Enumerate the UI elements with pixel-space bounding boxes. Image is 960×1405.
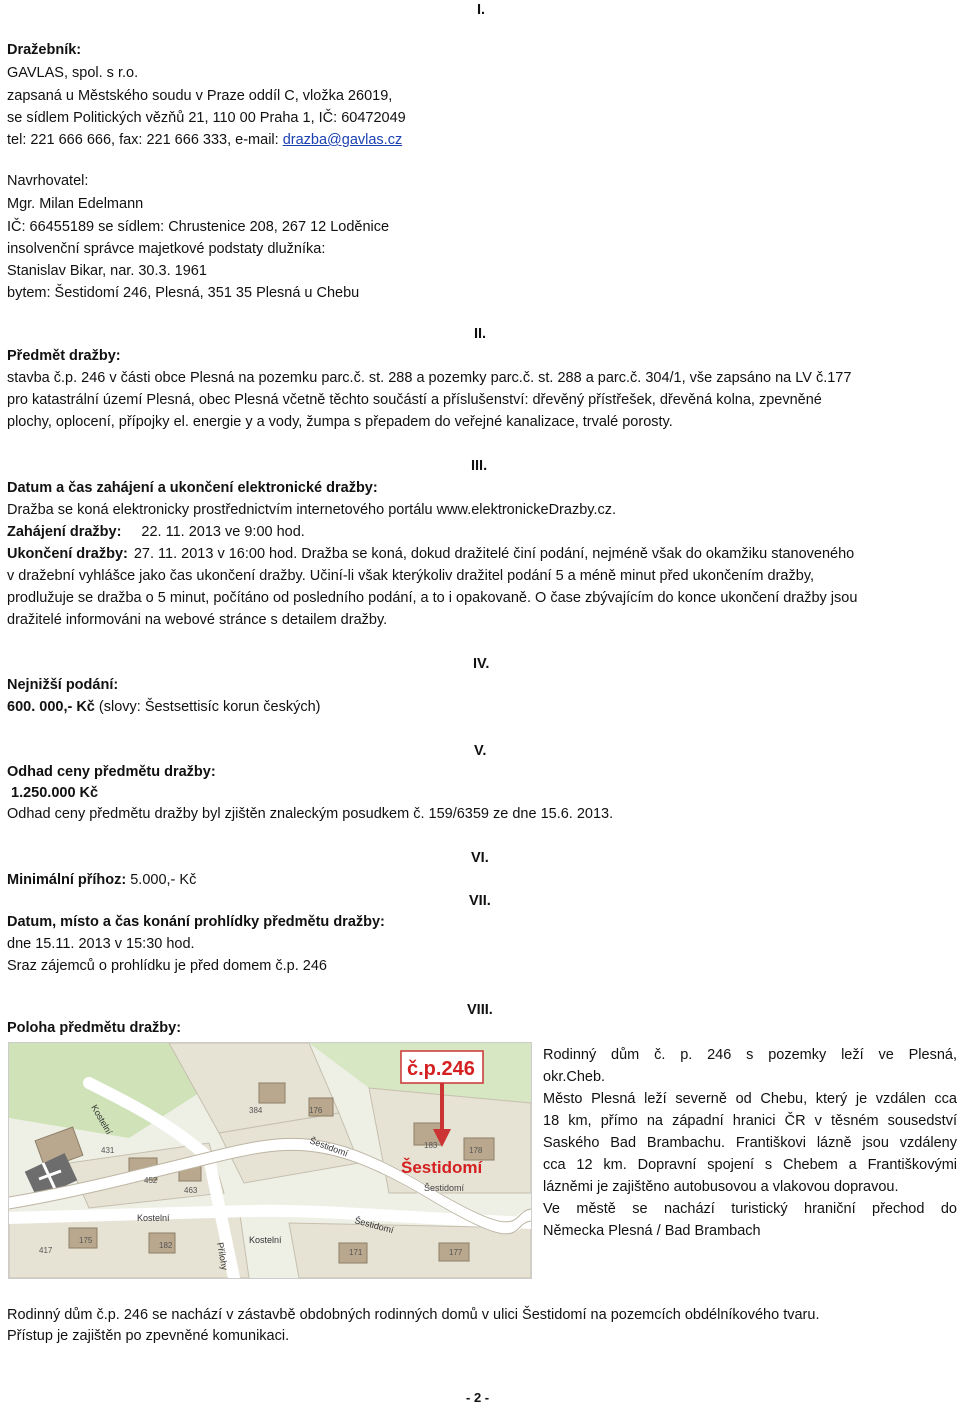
- subject-heading: Předmět dražby:: [7, 348, 121, 364]
- map-street-label-3: Kostelní: [249, 1235, 282, 1245]
- map-parcel-2: 452: [144, 1176, 158, 1185]
- map-sestidomi-big: Šestidomí: [401, 1158, 483, 1177]
- inspection-meeting-point: Sraz zájemců o prohlídku je před domem č.p. 246: [7, 958, 327, 974]
- auctioneer-registration: zapsaná u Městského soudu v Praze oddíl C, vložka 26019,: [7, 88, 393, 104]
- location-line-1: Rodinný dům č. p. 246 s pozemky leží ve Plesná,: [543, 1047, 957, 1063]
- auction-start: [7, 524, 305, 540]
- auction-end-label: Ukončení dražby:: [7, 546, 128, 562]
- section-number-vi: VI.: [471, 850, 489, 866]
- auctioneer-name: GAVLAS, spol. s r.o.: [7, 65, 139, 81]
- map-cp-label: č.p.246: [407, 1058, 475, 1080]
- location-summary-line-2: Přístup je zajištěn po zpevněné komunikaci.: [7, 1328, 290, 1344]
- map-street-label-4: Šestidomí: [308, 1135, 350, 1159]
- map-street-label-2: Kostelní: [137, 1213, 170, 1223]
- subject-line-2: pro katastrální území Plesná, obec Plesná včetně těchto součástí a příslušenství: dřevěný přístřešek, dřevěná kolna, zpevněné: [7, 392, 822, 408]
- auction-end-value: 27. 11. 2013 v 16:00 hod.: [133, 546, 298, 562]
- location-line-4: 18 km, přímo na západní hranici ČR v těsném sousedství: [543, 1113, 957, 1129]
- auction-rule-line-4: dražitelé informováni na webové stránce s detailem dražby.: [7, 612, 388, 628]
- proposer-name: Mgr. Milan Edelmann: [7, 196, 144, 212]
- location-line-8: Ve městě se nachází turistický hraniční přechod do: [543, 1201, 957, 1217]
- map-street-label-1: Kostelní: [89, 1103, 115, 1137]
- minimum-bid: [7, 699, 321, 715]
- auction-rule-line-3: prodlužuje se dražba o 5 minut, počítáno od posledního podání, a to i opakovaně. O čase zbývajícím do konce ukončení dražby jsou: [7, 590, 858, 606]
- section-number-vii: VII.: [469, 893, 491, 909]
- map-parcel-5: 384: [249, 1106, 263, 1115]
- inspection-heading: Datum, místo a čas konání prohlídky předmětu dražby:: [7, 914, 385, 930]
- location-map: [8, 1042, 532, 1279]
- email-link[interactable]: drazba@gavlas.cz: [282, 132, 403, 148]
- debtor-address: bytem: Šestidomí 246, Plesná, 351 35 Plesná u Chebu: [7, 285, 360, 301]
- proposer-heading: Navrhovatel:: [7, 173, 89, 189]
- location-line-6: cca 12 km. Dopravní spojení s Chebem a Františkovými: [543, 1157, 957, 1173]
- valuation-note: Odhad ceny předmětu dražby byl zjištěn znaleckým posudkem č. 159/6359 ze dne 15.6. 2013.: [7, 806, 614, 822]
- map-parcel-11: 171: [349, 1248, 363, 1257]
- map-parcel-8: 176: [309, 1106, 323, 1115]
- map-parcel-7: 178: [469, 1146, 483, 1155]
- section-number-i: I.: [477, 2, 486, 18]
- subject-line-1: stavba č.p. 246 v části obce Plesná na pozemku parc.č. st. 288 a pozemky parc.č. st. 288 a parc.č. 304/1, vše zapsáno na LV č.177: [7, 370, 852, 386]
- minimum-bid-heading: Nejnižší podání:: [7, 677, 119, 693]
- section-number-iv: IV.: [473, 656, 490, 672]
- map-parcel-12: 177: [449, 1248, 463, 1257]
- auction-start-label: Zahájení dražby:: [7, 524, 122, 540]
- auction-start-value: 22. 11. 2013 ve 9:00 hod.: [141, 524, 305, 540]
- minimum-bid-words: (slovy: Šestsettisíc korun českých): [94, 699, 321, 715]
- section-number-iii: III.: [471, 458, 488, 474]
- contact-text: tel: 221 666 666, fax: 221 666 333, e-mail:: [7, 132, 283, 148]
- auction-datetime-heading: Datum a čas zahájení a ukončení elektronické dražby:: [7, 480, 378, 496]
- auction-portal-info: Dražba se koná elektronicky prostřednictvím internetového portálu www.elektronickeDrazby.cz.: [7, 502, 616, 518]
- location-summary-line-1: Rodinný dům č.p. 246 se nachází v zástavbě obdobných rodinných domů v ulici Šestidomí na pozemcích obdélníkového tvaru.: [7, 1307, 820, 1323]
- location-heading: Poloha předmětu dražby:: [7, 1020, 182, 1036]
- location-line-2: okr.Cheb.: [543, 1069, 606, 1085]
- proposer-role: insolvenční správce majetkové podstaty dlužníka:: [7, 241, 326, 257]
- auction-end-note: Dražba se koná, dokud dražitelé činí podání, nejméně však do okamžiku stanoveného: [297, 546, 855, 562]
- auctioneer-heading: Dražebník:: [7, 42, 82, 58]
- location-description: [543, 1044, 957, 1242]
- valuation-heading: Odhad ceny předmětu dražby:: [7, 764, 216, 780]
- minimum-bid-value: 600. 000,- Kč: [7, 699, 95, 715]
- minimum-increment-label: Minimální příhoz:: [7, 872, 127, 888]
- minimum-increment: [7, 872, 196, 888]
- section-number-viii: VIII.: [467, 1002, 493, 1018]
- proposer-id: IČ: 66455189 se sídlem: Chrustenice 208, 267 12 Loděnice: [7, 219, 390, 235]
- auction-end: [7, 546, 854, 562]
- map-parcel-9: 175: [79, 1236, 93, 1245]
- map-parcel-6: 183: [424, 1141, 438, 1150]
- valuation-value: 1.250.000 Kč: [11, 785, 99, 801]
- map-parcel-4: 417: [39, 1246, 53, 1255]
- location-line-7: lázněmi je zajištěno autobusovou a vlakovou dopravou.: [543, 1179, 899, 1195]
- auctioneer-contact: [7, 132, 402, 148]
- section-number-ii: II.: [474, 326, 487, 342]
- map-parcel-1: 431: [101, 1146, 115, 1155]
- page-number: - 2 -: [466, 1390, 490, 1405]
- auction-rule-line-2: v dražební vyhlášce jako čas ukončení dražby. Učiní-li však kterýkoliv dražitel podání 5 a méně minut před ukončením dražby,: [7, 568, 815, 584]
- minimum-increment-value: 5.000,- Kč: [126, 872, 197, 888]
- map-sestidomi-small: Šestidomí: [424, 1183, 465, 1193]
- section-number-v: V.: [474, 743, 487, 759]
- map-street-label-6: Přílohy: [215, 1241, 230, 1271]
- subject-line-3: plochy, oplocení, přípojky el. energie y a vody, žumpa s přepadem do veřejné kanalizace, trvalé porosty.: [7, 414, 673, 430]
- map-parcel-3: 463: [184, 1186, 198, 1195]
- map-street-label-5: Šestidomí: [353, 1215, 395, 1236]
- location-line-5: Saského Bad Brambachu. Františkovi lázně jsou vzdáleny: [543, 1135, 957, 1151]
- debtor-name: Stanislav Bikar, nar. 30.3. 1961: [7, 263, 207, 279]
- location-line-9: Německa Plesná / Bad Brambach: [543, 1223, 761, 1239]
- auctioneer-address: se sídlem Politických vězňů 21, 110 00 Praha 1, IČ: 60472049: [7, 110, 406, 126]
- inspection-date: dne 15.11. 2013 v 15:30 hod.: [7, 936, 195, 952]
- map-parcel-10: 182: [159, 1241, 173, 1250]
- location-line-3: Město Plesná leží severně od Chebu, který je vzdálen cca: [543, 1091, 957, 1107]
